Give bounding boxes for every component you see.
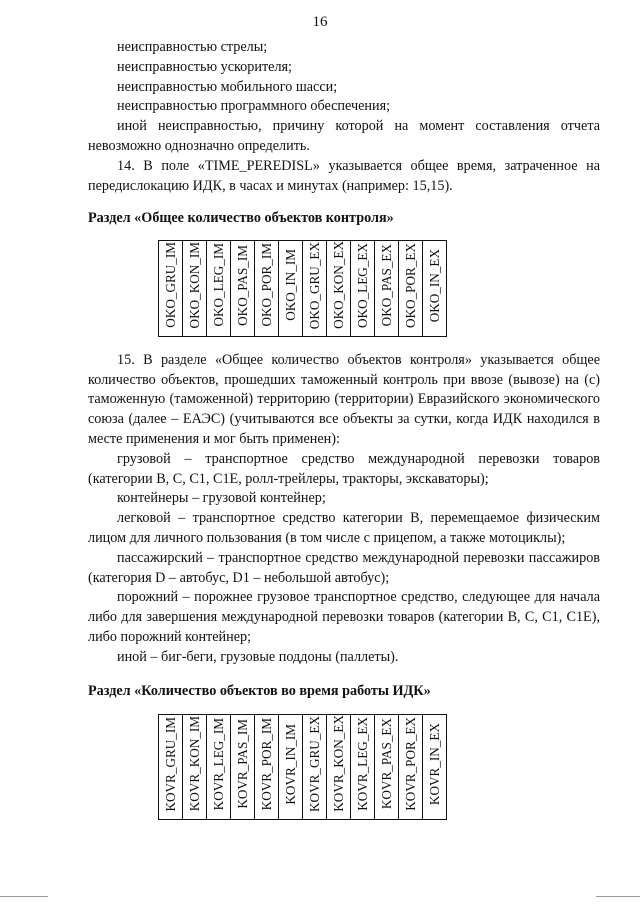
field-name: OKO_IN_EX	[427, 248, 442, 322]
fields-table-kovr	[158, 714, 447, 820]
category-item: иной – биг-беги, грузовые поддоны (паллеты).	[117, 648, 399, 665]
field-name: KOVR_LEG_IM	[211, 717, 226, 810]
category-item: пассажирский – транспортное средство международной перевозки пассажиров (категория D – автобус, D1 – небольшой автобус);	[88, 549, 600, 586]
field-cell	[159, 241, 183, 337]
paragraph-15: 15. В разделе «Общее количество объектов контроля» указывается общее количество объектов, прошедших таможенный контроль при ввозе (вывозе) на (с) таможенную (таможенной) территорию (территории) Евразийского экономического союза (далее – ЕАЭС) (учитываются все объекты за сутки, когда ИДК находился в месте применения и мог быть применен):	[88, 351, 600, 448]
field-cell	[399, 715, 423, 820]
field-cell	[231, 241, 255, 337]
page-number: 16	[312, 14, 328, 30]
field-name: OKO_POR_IM	[259, 243, 274, 327]
field-cell	[351, 241, 375, 337]
field-name: OKO_POR_EX	[403, 242, 418, 328]
table-row	[159, 715, 447, 820]
field-cell	[303, 241, 327, 337]
list-item: неисправностью мобильного шасси;	[117, 78, 338, 95]
field-cell	[303, 715, 327, 820]
field-cell	[279, 241, 303, 337]
field-name: OKO_IN_IM	[283, 249, 298, 322]
field-cell	[183, 715, 207, 820]
field-cell	[255, 715, 279, 820]
field-cell	[183, 241, 207, 337]
category-item: контейнеры – грузовой контейнер;	[117, 490, 326, 507]
field-cell	[207, 241, 231, 337]
section-heading-total-objects: Раздел «Общее количество объектов контроля»	[88, 210, 394, 227]
field-name: KOVR_PAS_IM	[235, 718, 250, 809]
field-name: KOVR_GRU_EX	[307, 715, 322, 812]
field-name: KOVR_KON_EX	[331, 715, 346, 813]
field-name: KOVR_KON_IM	[187, 716, 202, 812]
field-name: OKO_PAS_EX	[379, 243, 394, 327]
field-cell	[327, 241, 351, 337]
field-cell	[375, 715, 399, 820]
field-cell	[423, 241, 447, 337]
field-name: OKO_KON_IM	[187, 241, 202, 329]
table-row	[159, 241, 447, 337]
list-item: неисправностью программного обеспечения;	[117, 98, 391, 115]
field-name: OKO_KON_EX	[331, 241, 346, 330]
field-cell	[375, 241, 399, 337]
section-heading-objects-during-work: Раздел «Количество объектов во время работы ИДК»	[88, 682, 431, 699]
field-name: OKO_GRU_EX	[307, 241, 322, 329]
field-cell	[255, 241, 279, 337]
category-item: грузовой – транспортное средство международной перевозки товаров (категории В, С, С1, С1Е, ролл-трейлеры, тракторы, экскаваторы);	[88, 450, 600, 487]
field-name: KOVR_IN_EX	[427, 722, 442, 805]
fields-table-oko	[158, 240, 447, 337]
field-name: KOVR_POR_IM	[259, 717, 274, 810]
bottom-divider-right	[596, 896, 640, 897]
list-item: неисправностью стрелы;	[117, 39, 268, 55]
category-item: легковой – транспортное средство категории В, перемещаемое физическим лицом для личного пользования (в том числе с прицепом, а также мотоциклы);	[88, 510, 600, 547]
document-body	[88, 38, 600, 820]
field-name: OKO_LEG_EX	[355, 242, 370, 328]
field-cell	[423, 715, 447, 820]
category-item: порожний – порожнее грузовое транспортное средство, следующее для начала либо для завершения международной перевозки товаров (категории В, С, С1, С1Е), либо порожний контейнер;	[88, 589, 600, 646]
field-cell	[207, 715, 231, 820]
field-cell	[231, 715, 255, 820]
list-item: иной неисправностью, причину которой на момент составления отчета невозможно однозначно определить.	[88, 118, 600, 154]
field-name: KOVR_LEG_EX	[355, 716, 370, 811]
field-name: OKO_PAS_IM	[235, 244, 250, 326]
field-name: OKO_LEG_IM	[211, 243, 226, 327]
field-cell	[351, 715, 375, 820]
field-cell	[159, 715, 183, 820]
field-name: KOVR_IN_IM	[283, 723, 298, 805]
field-name: KOVR_POR_EX	[403, 716, 418, 811]
field-cell	[279, 715, 303, 820]
field-cell	[327, 715, 351, 820]
field-cell	[399, 241, 423, 337]
field-name: KOVR_PAS_EX	[379, 718, 394, 810]
field-name: KOVR_GRU_IM	[163, 716, 178, 812]
paragraph-14: 14. В поле «TIME_PEREDISL» указывается общее время, затраченное на передислокацию ИДК, в часах и минутах (например: 15,15).	[88, 157, 600, 194]
field-name: OKO_GRU_IM	[163, 242, 178, 328]
list-item: неисправностью ускорителя;	[117, 58, 293, 75]
bottom-divider-left	[0, 896, 48, 897]
